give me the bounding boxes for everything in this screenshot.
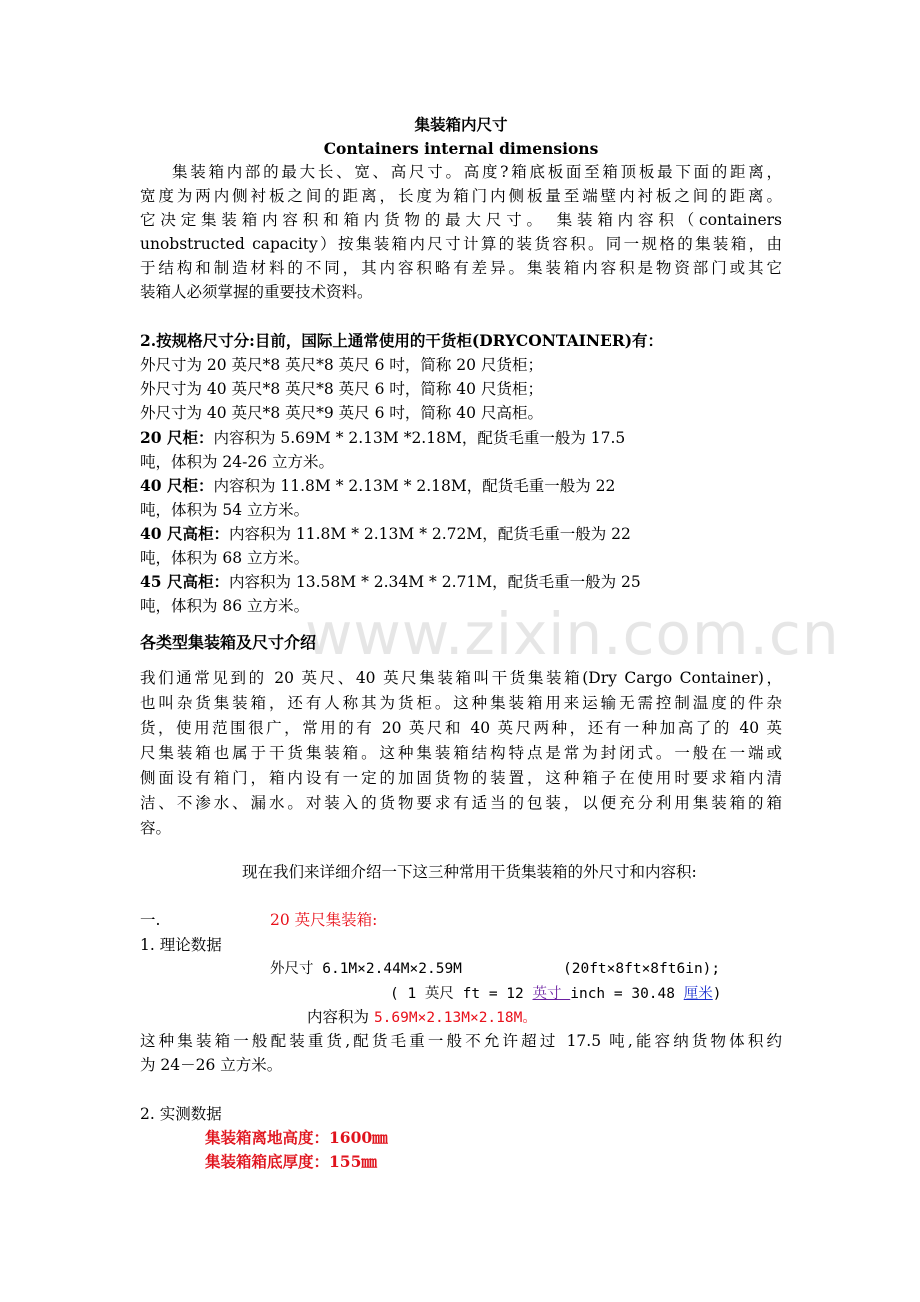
sub1-heading: 1. 理论数据 [140, 936, 222, 954]
intro-line: 集装箱内部的最大长、宽、高尺寸。高度?箱底板面至箱顶板最下面的距离， [172, 163, 782, 181]
intro-line: 它决定集装箱内容积和箱内货物的最大尺寸。 集装箱内容积（containers [140, 211, 782, 229]
cabinet-40ft [140, 474, 615, 498]
sub2-heading: 2. 实测数据 [140, 1105, 222, 1123]
cabinet-text: 内容积为 13.58M * 2.34M * 2.71M，配货毛重一般为 25 [228, 573, 641, 591]
centimeter-link[interactable]: 厘米 [683, 986, 713, 1002]
inner-volume [307, 1005, 537, 1030]
spec-line: 外尺寸为 20 英尺*8 英尺*8 英尺 6 吋，简称 20 尺货柜； [140, 356, 543, 374]
cabinet-cont: 吨，体积为 24-26 立方米。 [140, 453, 335, 471]
measured-height: 集装箱离地高度：1600㎜ [205, 1128, 388, 1147]
intro-line: 宽度为两内侧衬板之间的距离，长度为箱门内侧板量至端壁内衬板之间的距离。 [140, 187, 782, 205]
cabinet-label: 45 尺高柜： [140, 572, 229, 591]
types-line: 侧面设有箱门，箱内设有一定的加固货物的装置，这种箱子在使用时要求箱内清 [140, 769, 782, 787]
intro-line: unobstructed capacity）按集装箱内尺寸计算的装货容积。同一规格的集装箱，由 [140, 235, 782, 253]
cabinet-label: 40 尺柜： [140, 476, 214, 495]
outer-dimensions-ft: (20ft×8ft×8ft6in); [563, 961, 721, 977]
spec-line: 外尺寸为 40 英尺*8 英尺*8 英尺 6 吋，简称 40 尺货柜； [140, 380, 543, 398]
spec-line: 外尺寸为 40 英尺*8 英尺*9 英尺 6 吋，简称 40 尺高柜。 [140, 404, 543, 422]
outer-dimensions: 外尺寸 6.1M×2.44M×2.59M [270, 961, 462, 977]
intro-line: 装箱人必须掌握的重要技术资料。 [140, 283, 373, 301]
intro-three: 现在我们来详细介绍一下这三种常用干货集装箱的外尺寸和内容积: [242, 863, 697, 881]
cabinet-cont: 吨，体积为 54 立方米。 [140, 501, 310, 519]
types-line: 尺集装箱也属于干货集装箱。这种集装箱结构特点是常为封闭式。一般在一端或 [140, 744, 782, 762]
unit-conversion: ( 1 英尺 ft = 12 英寸 inch = 30.48 厘米) [390, 986, 722, 1002]
cabinet-text: 内容积为 5.69M * 2.13M *2.18M，配货毛重一般为 17.5 [213, 429, 626, 447]
cabinet-cont: 吨，体积为 68 立方米。 [140, 549, 310, 567]
types-line: 洁、不渗水、漏水。对装入的货物要求有适当的包装，以便充分利用集装箱的箱 [140, 794, 782, 812]
cabinet-label: 20 尺柜： [140, 428, 214, 447]
cabinet-40ft-high [140, 522, 631, 546]
section2-heading: 2.按规格尺寸分:目前，国际上通常使用的干货柜(DRYCONTAINER)有： [140, 331, 664, 350]
inner-volume-label: 内容积为 [307, 1008, 374, 1026]
watermark: www.zixin.com.cn [305, 600, 840, 668]
cabinet-45ft-high [140, 570, 641, 594]
types-line: 货，使用范围很广，常用的有 20 英尺和 40 英尺两种，还有一种加高了的 40 英 [140, 719, 782, 737]
cabinet-20ft [140, 426, 625, 450]
item1-title: 20 英尺集装箱: [270, 911, 378, 929]
types-heading: 各类型集装箱及尺寸介绍 [140, 633, 317, 652]
cabinet-text: 内容积为 11.8M * 2.13M * 2.18M，配货毛重一般为 22 [213, 477, 616, 495]
inch-link[interactable]: 英寸 [532, 986, 571, 1002]
types-line: 也叫杂货集装箱，还有人称其为货柜。这种集装箱用来运输无需控制温度的件杂 [140, 694, 782, 712]
title-cn: 集装箱内尺寸 [414, 115, 508, 134]
cabinet-text: 内容积为 11.8M * 2.13M * 2.72M，配货毛重一般为 22 [228, 525, 631, 543]
cabinet-label: 40 尺高柜： [140, 524, 229, 543]
cabinet-cont: 吨，体积为 86 立方米。 [140, 597, 310, 615]
load-line: 为 24－26 立方米。 [140, 1056, 283, 1074]
measured-thickness: 集装箱箱底厚度：155㎜ [205, 1152, 377, 1171]
load-line: 这种集装箱一般配装重货,配货毛重一般不允许超过 17.5 吨,能容纳货物体积约 [140, 1032, 782, 1050]
intro-line: 于结构和制造材料的不同，其内容积略有差异。集装箱内容积是物资部门或其它 [140, 259, 782, 277]
types-line: 容。 [140, 819, 172, 837]
inner-volume-value: 5.69M×2.13M×2.18M。 [373, 1010, 537, 1026]
title-en: Containers internal dimensions [323, 139, 599, 158]
types-line: 我们通常见到的 20 英尺、40 英尺集装箱叫干货集装箱(Dry Cargo Container)， [140, 669, 782, 687]
item1-number: 一. [140, 911, 161, 929]
